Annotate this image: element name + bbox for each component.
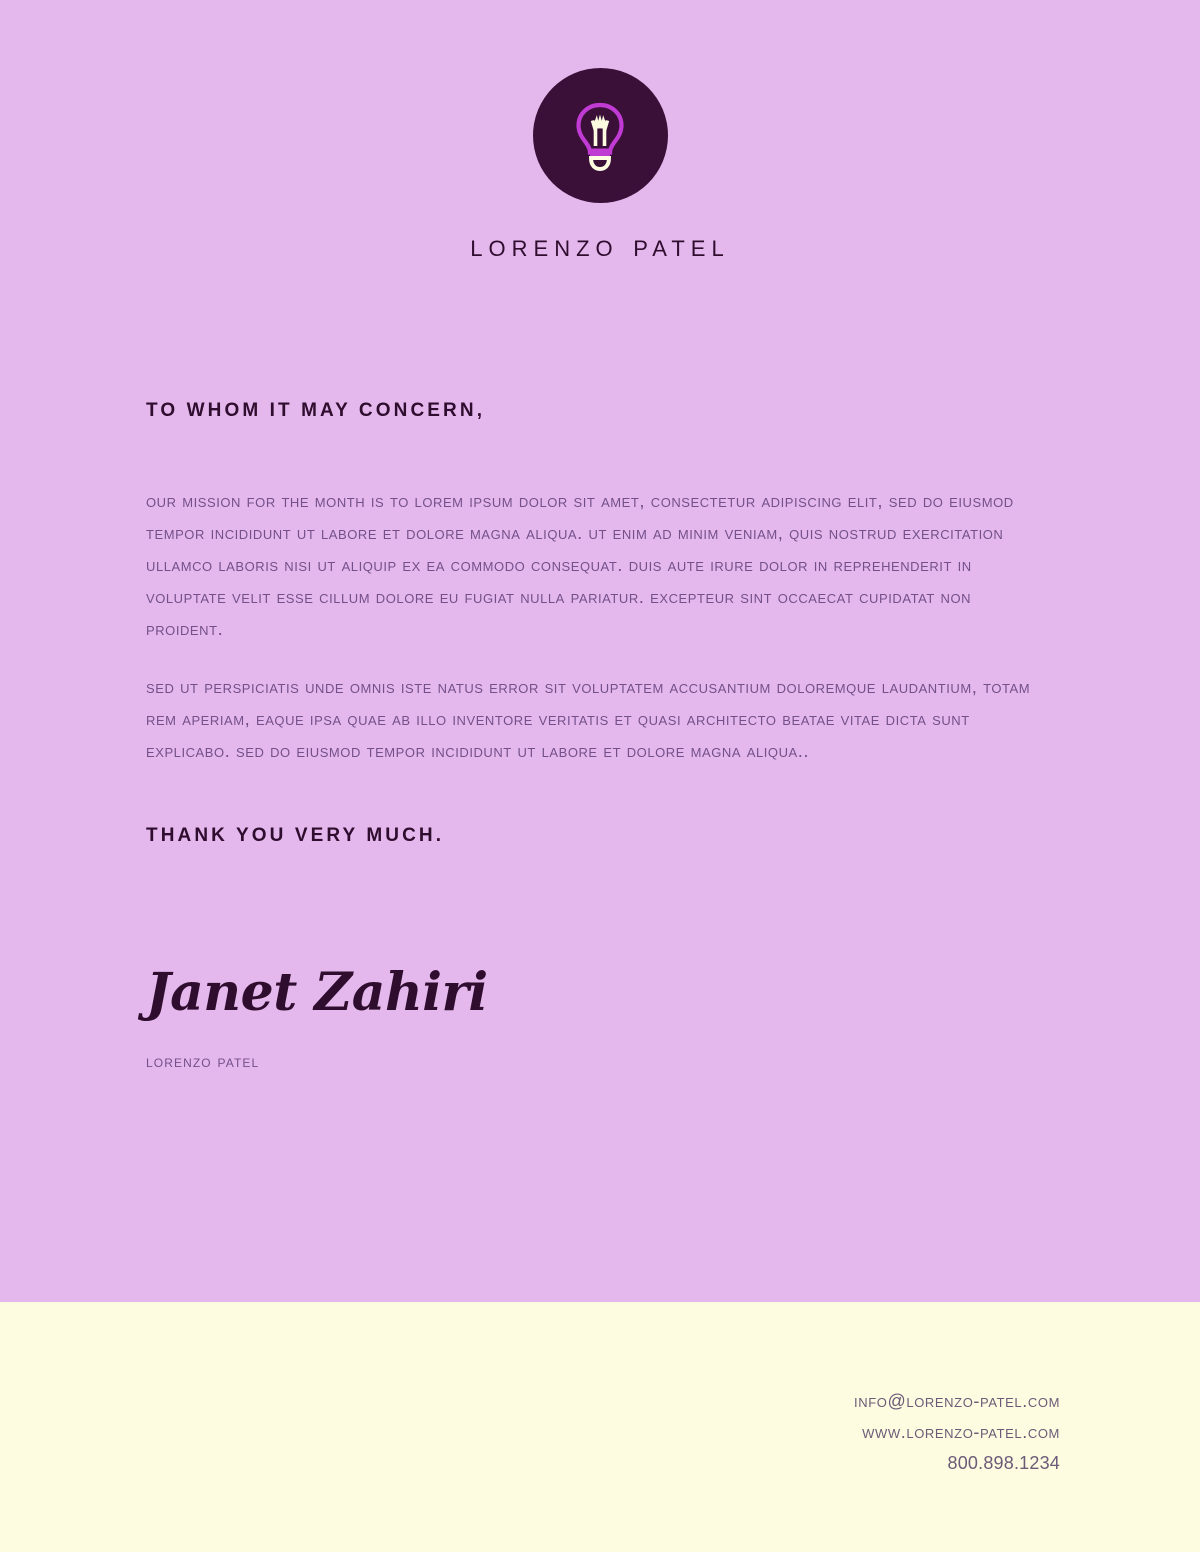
brand-name: lorenzo patel: [470, 228, 730, 263]
footer-website[interactable]: www.lorenzo-patel.com: [862, 1422, 1060, 1442]
body-paragraph-2: sed ut perspiciatis unde omnis iste natus error sit voluptatem accusantium doloremque laudantium, totam rem aperiam, eaque ipsa quae ab illo inventore veritatis et quasi architecto beatae vitae dicta sunt explicabo. sed do eiusmod tempor incididunt ut labore et dolore magna aliqua..: [146, 675, 1031, 761]
footer-email[interactable]: info@lorenzo-patel.com: [854, 1391, 1060, 1411]
salutation: TO WHOM IT MAY CONCERN,: [146, 400, 486, 421]
logo-circle: [533, 68, 668, 203]
signer-name: lorenzo patel: [146, 1052, 260, 1071]
body-paragraph-1: our mission for the month is to lorem ipsum dolor sit amet, consectetur adipiscing elit, sed do eiusmod tempor incididunt ut labore et dolore magna aliqua. ut enim ad minim veniam, quis nostrud exercitation ullamco laboris nisi ut aliquip ex ea commodo consequat. duis aute irure dolor in reprehenderit in voluptate velit esse cillum dolore eu fugiat nulla pariatur. excepteur sint occaecat cupidatat non proident.: [146, 489, 1014, 639]
footer-panel: [0, 1302, 1200, 1552]
footer-phone[interactable]: 800.898.1234: [947, 1453, 1060, 1473]
signature: Janet Zahiri: [146, 962, 488, 1023]
footer-contact-block: [854, 1386, 1060, 1479]
signature-block: [146, 962, 746, 1072]
logo-container: [0, 68, 1200, 203]
lightbulb-icon: [570, 100, 630, 172]
letter-body: [146, 400, 1052, 848]
closing-line: THANK YOU VERY MUCH.: [146, 824, 445, 846]
